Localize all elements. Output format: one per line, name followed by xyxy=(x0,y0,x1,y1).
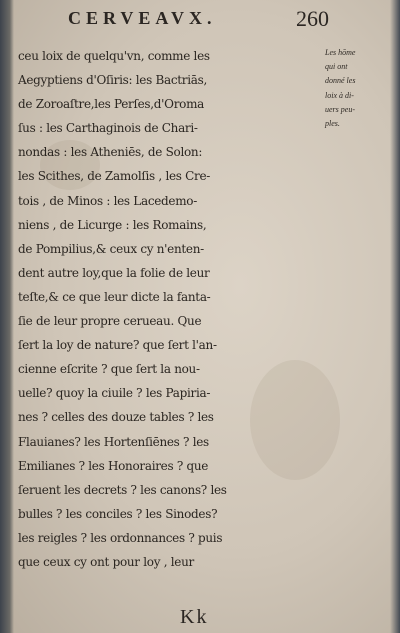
text-line: les Scithes, de Zamolſis , les Cre- xyxy=(18,169,211,184)
text-line: cienne eſcrite ? que ſert la nou- xyxy=(18,362,200,377)
running-head: CERVEAVX. xyxy=(68,8,217,28)
margin-note-line: loix à di- xyxy=(325,90,354,100)
text-line: Flauianes? les Hortenſiēnes ? les xyxy=(18,434,209,449)
text-line: ſus : les Carthaginois de Chari- xyxy=(18,121,198,136)
signature-mark: Kk xyxy=(180,606,209,628)
text-line: nondas : les Atheniēs, de Solon: xyxy=(18,145,203,160)
text-line: nes ? celles des douze tables ? les xyxy=(18,410,214,425)
body-text xyxy=(18,44,336,574)
margin-note-line: qui ont xyxy=(325,62,348,72)
text-line: niens , de Licurge : les Romains, xyxy=(18,217,207,232)
text-line: Aegyptiens d'Oſiris: les Bactriās, xyxy=(18,73,207,88)
text-line: dent autre loy,que la folie de leur xyxy=(18,265,210,280)
text-line: que ceux cy ont pour loy , leur xyxy=(18,554,194,569)
text-line: Emilianes ? les Honoraires ? que xyxy=(18,458,209,473)
text-line: ſie de leur propre cerueau. Que xyxy=(18,314,202,329)
text-line: teſte,& ce que leur dicte la fanta- xyxy=(18,289,211,304)
margin-note-line: ples. xyxy=(325,119,340,129)
margin-note-line: uers peu- xyxy=(325,104,355,114)
text-line: ſeruent les decrets ? les canons? les xyxy=(18,482,227,497)
text-line: tois , de Minos : les Lacedemo- xyxy=(18,193,197,208)
text-line: les reigles ? les ordonnances ? puis xyxy=(18,530,223,545)
margin-note xyxy=(325,46,395,131)
text-line: de Zoroaſtre,les Perſes,d'Oroma xyxy=(18,97,205,112)
margin-note-line: donné les xyxy=(325,76,356,86)
margin-note-line: Les hōme xyxy=(325,48,356,57)
page-header xyxy=(0,8,400,34)
text-line: bulles ? les conciles ? les Sinodes? xyxy=(18,506,218,521)
text-line: ceu loix de quelqu'vn, comme les xyxy=(18,49,210,63)
page-number: 260 xyxy=(296,6,329,31)
text-line: de Pompilius,& ceux cy n'enten- xyxy=(18,241,204,256)
text-line: ſert la loy de nature? que ſert l'an- xyxy=(18,338,217,353)
text-line: uelle? quoy la ciuile ? les Papiria- xyxy=(18,386,211,401)
